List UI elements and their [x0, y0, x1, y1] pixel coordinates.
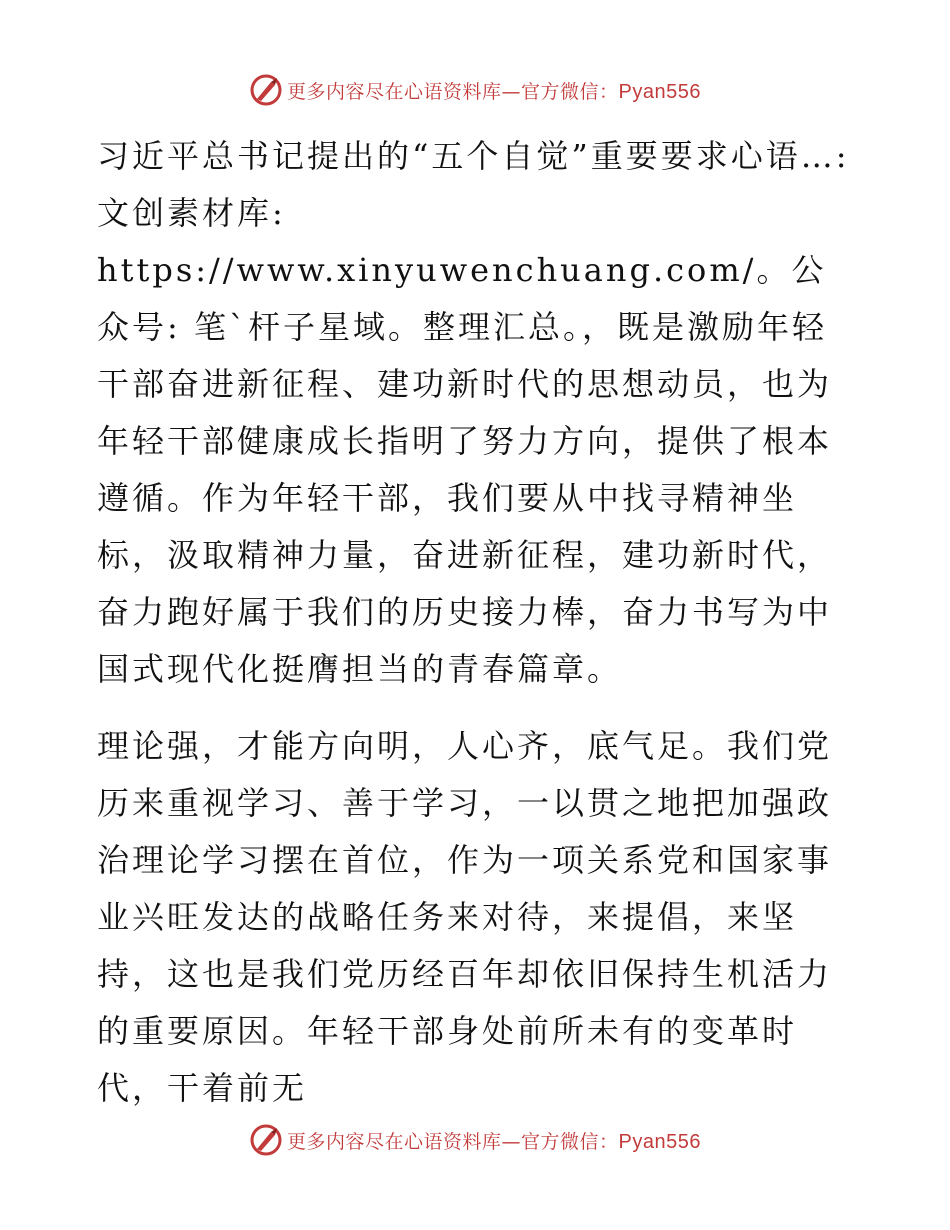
banner-slogan: 更多内容尽在心语资料库—官方微信：	[287, 1130, 619, 1153]
banner-account: Pyan556	[618, 80, 701, 103]
paragraph-1: 习近平总书记提出的“五个自觉”重要要求心语…: 文创素材库: https://www.xinyuwenchuang.com/。公众号: 笔`杆子星域。整理汇总。，既是激励年轻干部奋进新征程、建功新时代的思想动员，也为年轻干部健康成长指明了努力方向，提供了根本遵循。作为年轻干部，我们要从中找寻精神坐标，汲取精神力量，奋进新征程，建功新时代，奋力跑好属于我们的历史接力棒，奋力书写为中国式现代化挺膺担当的青春篇章。	[97, 137, 850, 688]
banner-slogan: 更多内容尽在心语资料库—官方微信：	[287, 80, 619, 103]
header-banner	[0, 70, 950, 110]
quill-pen-icon	[249, 73, 283, 107]
paragraph-2: 理论强，才能方向明，人心齐，底气足。我们党历来重视学习、善于学习，一以贯之地把加强政治理论学习摆在首位，作为一项关系党和国家事业兴旺发达的战略任务来对待，来提倡，来坚持，这也是我们党历经百年却依旧保持生机活力的重要原因。年轻干部身处前所未有的变革时代，干着前无	[97, 727, 833, 1107]
banner-account: Pyan556	[618, 1130, 701, 1153]
document-body	[97, 128, 857, 1117]
banner-text	[287, 1127, 701, 1154]
banner-text	[287, 77, 701, 104]
quill-pen-icon	[249, 1123, 283, 1157]
footer-banner	[0, 1120, 950, 1160]
